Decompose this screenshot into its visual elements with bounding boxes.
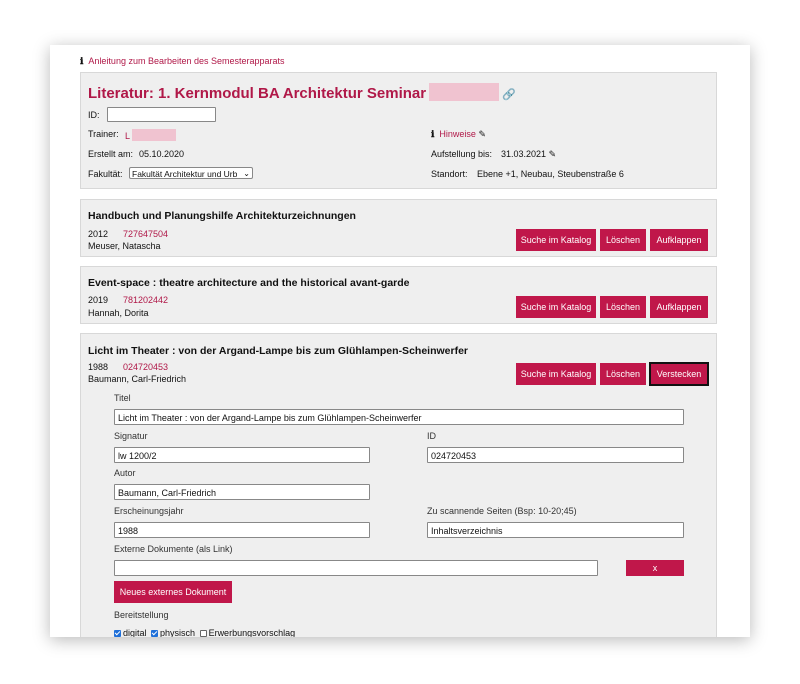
expand-button[interactable]: Aufklappen — [650, 296, 708, 318]
search-catalog-button[interactable]: Suche im Katalog — [516, 229, 596, 251]
pencil-icon[interactable]: ✎ — [478, 129, 486, 139]
author-field-label: Autor — [114, 468, 136, 478]
title-text: Literatur: 1. Kernmodul BA Architektur Seminar — [88, 85, 427, 102]
search-catalog-button[interactable]: Suche im Katalog — [516, 363, 596, 385]
id-field-label: ID — [427, 431, 436, 441]
trainer-value: L — [125, 129, 176, 141]
location-value: Ebene +1, Neubau, Steubenstraße 6 — [477, 169, 624, 179]
semester-apparatus-page — [50, 45, 750, 637]
pencil-icon[interactable]: ✎ — [548, 149, 557, 159]
item-title: Licht im Theater : von der Argand-Lampe bis zum Glühlampen-Scheinwerfer — [88, 345, 469, 357]
literature-item — [80, 199, 717, 257]
provision-label: Bereitstellung — [114, 610, 169, 620]
info-icon: ℹ — [431, 129, 435, 139]
id-input[interactable] — [107, 107, 216, 122]
item-author: Baumann, Carl-Friedrich — [88, 374, 187, 384]
year-field[interactable]: 1988 — [114, 522, 370, 538]
created-label: Erstellt am: — [88, 149, 134, 159]
faculty-select[interactable]: Fakultät Architektur und Urb ⌄ — [129, 167, 253, 179]
external-doc-input[interactable] — [114, 560, 598, 576]
item-title: Handbuch und Planungshilfe Architekturzeichnungen — [88, 210, 356, 222]
item-id-link[interactable]: 781202442 — [123, 295, 169, 305]
expand-button[interactable]: Aufklappen — [650, 229, 708, 251]
author-field[interactable]: Baumann, Carl-Friedrich — [114, 484, 370, 500]
literature-item-expanded — [80, 333, 717, 637]
redacted-block — [132, 129, 176, 141]
setup-value-row: 31.03.2021 ✎ — [501, 149, 557, 159]
signature-field-label: Signatur — [114, 431, 148, 441]
id-label: ID: — [88, 110, 100, 120]
info-icon: ℹ — [80, 56, 84, 66]
id-field[interactable]: 024720453 — [427, 447, 684, 463]
chevron-down-icon: ⌄ — [243, 169, 250, 178]
guide-link[interactable]: Anleitung zum Bearbeiten des Semesterapparats — [88, 56, 285, 66]
pages-field-label: Zu scannende Seiten (Bsp: 10-20;45) — [427, 506, 577, 516]
faculty-label: Fakultät: — [88, 169, 123, 179]
link-icon[interactable]: 🔗 — [502, 89, 516, 101]
literature-item — [80, 266, 717, 324]
item-author: Hannah, Dorita — [88, 308, 149, 318]
page-title — [88, 83, 516, 102]
signature-field[interactable]: lw 1200/2 — [114, 447, 370, 463]
external-docs-label: Externe Dokumente (als Link) — [114, 544, 233, 554]
add-external-doc-button[interactable]: Neues externes Dokument — [114, 581, 232, 603]
item-author: Meuser, Natascha — [88, 241, 161, 251]
item-year: 2012 — [88, 229, 109, 239]
item-title: Event-space : theatre architecture and the historical avant-garde — [88, 277, 410, 289]
search-catalog-button[interactable]: Suche im Katalog — [516, 296, 596, 318]
item-year: 2019 — [88, 295, 109, 305]
provision-options: digital physisch Erwerbungsvorschlag — [114, 628, 295, 637]
year-field-label: Erscheinungsjahr — [114, 506, 184, 516]
hide-button[interactable]: Verstecken — [651, 364, 707, 384]
title-field-label: Titel — [114, 393, 131, 403]
setup-label: Aufstellung bis: — [431, 149, 493, 159]
item-id-link[interactable]: 727647504 — [123, 229, 169, 239]
redacted-block — [429, 83, 499, 101]
remove-external-doc-button[interactable]: x — [626, 560, 684, 576]
trainer-label: Trainer: — [88, 129, 119, 139]
title-field[interactable]: Licht im Theater : von der Argand-Lampe bis zum Glühlampen-Scheinwerfer — [114, 409, 684, 425]
location-label: Standort: — [431, 169, 468, 179]
hints-row — [431, 129, 486, 140]
guide-row — [80, 56, 285, 67]
created-value: 05.10.2020 — [139, 149, 185, 159]
physical-checkbox[interactable] — [151, 630, 158, 637]
header-panel — [80, 72, 717, 189]
pages-field[interactable]: Inhaltsverzeichnis — [427, 522, 684, 538]
digital-checkbox[interactable] — [114, 630, 121, 637]
delete-button[interactable]: Löschen — [600, 363, 646, 385]
delete-button[interactable]: Löschen — [600, 296, 646, 318]
item-year: 1988 — [88, 362, 109, 372]
delete-button[interactable]: Löschen — [600, 229, 646, 251]
item-id-link[interactable]: 024720453 — [123, 362, 169, 372]
hints-link[interactable]: Hinweise — [439, 129, 476, 139]
acquisition-checkbox[interactable] — [200, 630, 207, 637]
